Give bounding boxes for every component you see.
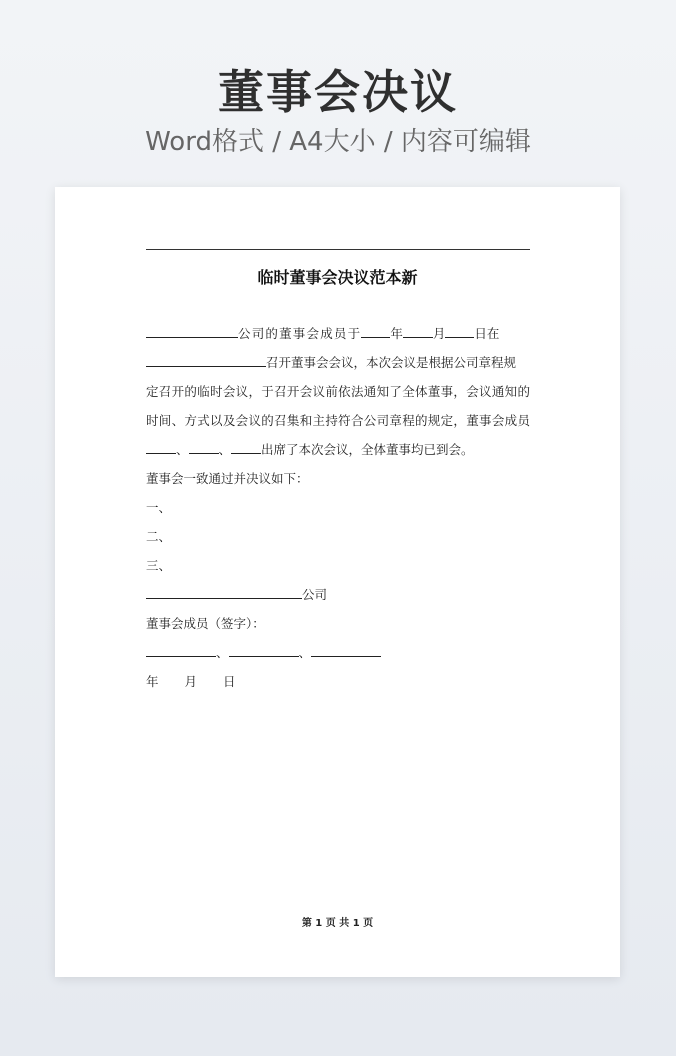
sig-sep-1: 、 (216, 645, 229, 660)
text-members-on: 公司的董事会成员于 (238, 326, 362, 341)
date-month: 月 (184, 674, 198, 689)
blank-year (361, 324, 390, 338)
text-month: 月 (432, 326, 446, 341)
banner (0, 62, 676, 160)
date-day: 日 (223, 674, 236, 689)
sep-2: 、 (218, 442, 232, 457)
date-line (146, 667, 530, 696)
blank-member-3 (231, 440, 261, 454)
blank-month (403, 324, 433, 338)
document-body (146, 319, 530, 696)
sep-1: 、 (176, 442, 189, 457)
para1-line2 (146, 348, 530, 377)
para1-line1 (146, 319, 530, 348)
company-line (146, 580, 530, 609)
text-attended: 出席了本次会议，全体董事均已到会。 (261, 442, 474, 457)
text-day-at: 日在 (474, 326, 500, 341)
blank-signature-3 (311, 643, 381, 657)
para1-line3: 定召开的临时会议，于召开会议前依法通知了全体董事，会议通知的 (146, 384, 530, 399)
signature-label: 董事会成员（签字）： (146, 616, 265, 631)
text-year: 年 (390, 326, 403, 341)
page-number-footer: 第 1 页 共 1 页 (301, 918, 374, 929)
blank-signature-2 (229, 643, 299, 657)
blank-location (146, 353, 266, 367)
resolution-item-3: 三、 (146, 558, 172, 573)
banner-title: 董事会决议 (218, 65, 458, 119)
sig-sep-2: 、 (298, 645, 312, 660)
blank-company-name (146, 324, 238, 338)
blank-company-sign (146, 585, 302, 599)
blank-member-2 (189, 440, 219, 454)
blank-member-1 (146, 440, 176, 454)
resolution-item-2: 二、 (146, 529, 172, 544)
document-title: 临时董事会决议范本新 (257, 268, 418, 287)
date-year: 年 (146, 674, 159, 689)
signature-line (146, 638, 530, 667)
blank-day (445, 324, 474, 338)
resolution-intro: 董事会一致通过并决议如下： (146, 471, 309, 486)
header-rule (146, 249, 530, 250)
resolution-item-1: 一、 (146, 500, 172, 515)
document-page (55, 187, 620, 977)
text-company: 公司 (302, 587, 328, 602)
text-convened: 召开董事会会议，本次会议是根据公司章程规 (266, 355, 517, 370)
blank-signature-1 (146, 643, 216, 657)
para1-line5 (146, 435, 530, 464)
para1-line4: 时间、方式以及会议的召集和主持符合公司章程的规定，董事会成员 (146, 413, 530, 428)
banner-subtitle: Word格式 / A4大小 / 内容可编辑 (145, 127, 531, 157)
